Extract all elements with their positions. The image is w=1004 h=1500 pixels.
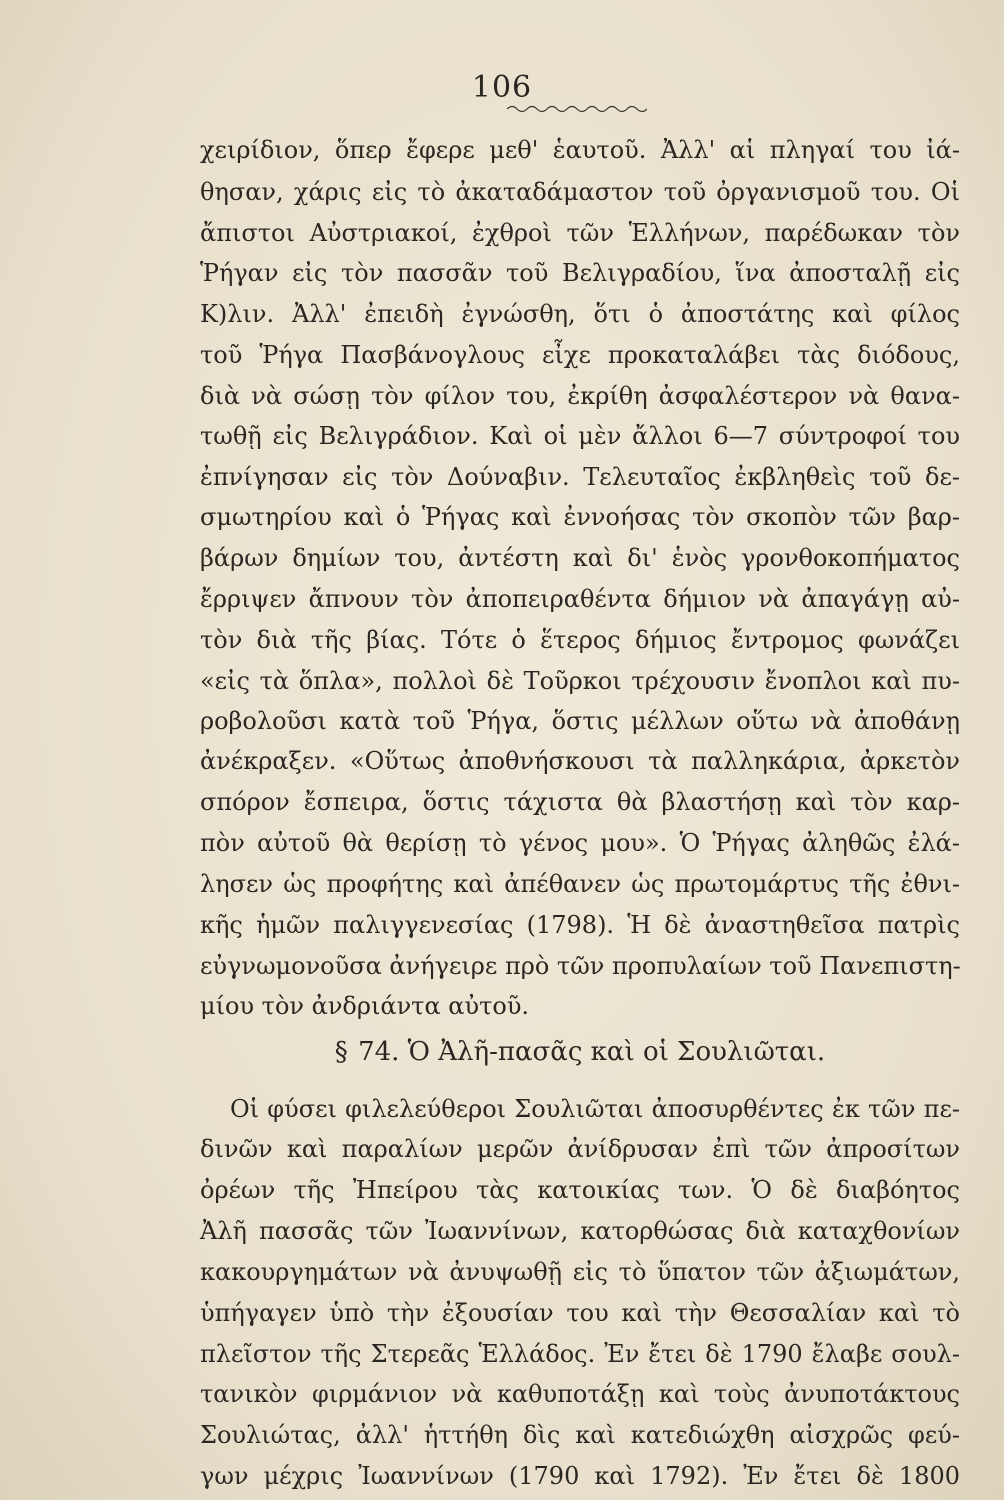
text-line: εὐγνωμονοῦσα ἀνήγειρε πρὸ τῶν προπυλαίων τοῦ Πανεπιστη-	[200, 951, 961, 980]
text-line: δινῶν καὶ παραλίων μερῶν ἀνίδρυσαν ἐπὶ τῶν ἀπροσίτων	[200, 1135, 960, 1164]
text-line: Ῥήγαν εἰς τὸν πασσᾶν τοῦ Βελιγραδίου, ἵνα ἀποσταλῇ εἰς	[200, 259, 960, 288]
text-line: πὸν αὐτοῦ θὰ θερίσῃ τὸ γένος μου». Ὁ Ῥήγας ἀληθῶς ἐλά-	[200, 829, 960, 858]
wavy-ornament-rule	[507, 104, 647, 114]
text-line: ἐπνίγησαν εἰς τὸν Δούναβιν. Τελευταῖος ἐκβληθεὶς τοῦ δε-	[200, 462, 960, 491]
text-line: γων μέχρις Ἰωαννίνων (1790 καὶ 1792). Ἐν ἔτει δὲ 1800	[200, 1462, 960, 1490]
text-line: ὑπήγαγεν ὑπὸ τὴν ἐξουσίαν του καὶ τὴν Θεσσαλίαν καὶ τὸ	[200, 1298, 960, 1327]
text-line: «εἰς τὰ ὅπλα», πολλοὶ δὲ Τοῦρκοι τρέχουσιν ἔνοπλοι καὶ πυ-	[200, 666, 960, 695]
section-title: 74. Ὁ Ἀλῆ-πασᾶς καὶ οἱ Σουλιῶται.	[358, 1037, 826, 1068]
text-line: ἀνέκραξεν. «Οὕτως ἀποθνήσκουσι τὰ παλληκάρια, ἀρκετὸν	[200, 747, 960, 776]
page-number: 106	[471, 70, 533, 105]
text-line: Σουλιώτας, ἀλλ' ἡττήθη δὶς καὶ κατεδιώχθη αἰσχρῶς φεύ-	[200, 1421, 960, 1450]
text-line: κακουργημάτων νὰ ἀνυψωθῇ εἰς τὸ ὕπατον τῶν ἀξιωμάτων,	[200, 1257, 960, 1286]
text-line: τωθῇ εἰς Βελιγράδιον. Καὶ οἱ μὲν ἄλλοι 6—7 σύντροφοί του	[200, 421, 960, 450]
text-line: χειρίδιον, ὅπερ ἔφερε μεθ' ἑαυτοῦ. Ἀλλ' αἱ πληγαί του ἰά-	[200, 136, 960, 164]
text-line: κῆς ἡμῶν παλιγγενεσίας (1798). Ἡ δὲ ἀναστηθεῖσα πατρὶς	[200, 910, 960, 939]
text-line: Κ)λιν. Ἀλλ' ἐπειδὴ ἐγνώσθη, ὅτι ὁ ἀποστάτης καὶ φίλος	[200, 300, 960, 329]
text-line: μίου τὸν ἀνδριάντα αὐτοῦ.	[200, 992, 530, 1021]
text-line: ροβολοῦσι κατὰ τοῦ Ῥήγα, ὅστις μέλλων οὕτω νὰ ἀποθάνῃ	[200, 706, 960, 735]
section-symbol: §	[334, 1037, 348, 1068]
text-line: λησεν ὡς προφήτης καὶ ἀπέθανεν ὡς πρωτομάρτυς τῆς ἐθνι-	[200, 869, 960, 898]
text-line: τὸν διὰ τῆς βίας. Τότε ὁ ἕτερος δήμιος ἔντρομος φωνάζει	[200, 625, 960, 654]
text-line: θησαν, χάρις εἰς τὸ ἀκαταδάμαστον τοῦ ὀργανισμοῦ του. Οἱ	[200, 177, 960, 206]
text-line: διὰ νὰ σώσῃ τὸν φίλον του, ἐκρίθη ἀσφαλέστερον νὰ θανα-	[200, 381, 960, 410]
text-line: πλεῖστον τῆς Στερεᾶς Ἑλλάδος. Ἐν ἔτει δὲ 1790 ἔλαβε σουλ-	[200, 1339, 960, 1368]
text-line: ἄπιστοι Αὐστριακοί, ἐχθροὶ τῶν Ἑλλήνων, παρέδωκαν τὸν	[200, 218, 960, 247]
text-line: Ἀλῆ πασσᾶς τῶν Ἰωαννίνων, κατορθώσας διὰ καταχθονίων	[200, 1217, 960, 1246]
text-line: τανικὸν φιρμάνιον νὰ καθυποτάξῃ καὶ τοὺς ἀνυποτάκτους	[200, 1380, 960, 1409]
text-line: Οἱ φύσει φιλελεύθεροι Σουλιῶται ἀποσυρθέντες ἐκ τῶν πε-	[230, 1094, 960, 1123]
text-line: ὀρέων τῆς Ἠπείρου τὰς κατοικίας των. Ὁ δὲ διαβόητος	[200, 1176, 960, 1205]
text-line: ἔρριψεν ἄπνουν τὸν ἀποπειραθέντα δήμιον νὰ ἀπαγάγῃ αὐ-	[200, 585, 960, 614]
text-line: τοῦ Ῥήγα Πασβάνογλους εἶχε προκαταλάβει τὰς διόδους,	[200, 341, 960, 370]
section-heading	[200, 1032, 960, 1072]
text-line: βάρων δημίων του, ἀντέστη καὶ δι' ἑνὸς γρονθοκοπήματος	[200, 544, 960, 573]
text-line: σμωτηρίου καὶ ὁ Ῥήγας καὶ ἐννοήσας τὸν σκοπὸν τῶν βαρ-	[200, 503, 960, 532]
text-line: σπόρον ἔσπειρα, ὅστις τάχιστα θὰ βλαστήσῃ καὶ τὸν καρ-	[200, 788, 960, 817]
